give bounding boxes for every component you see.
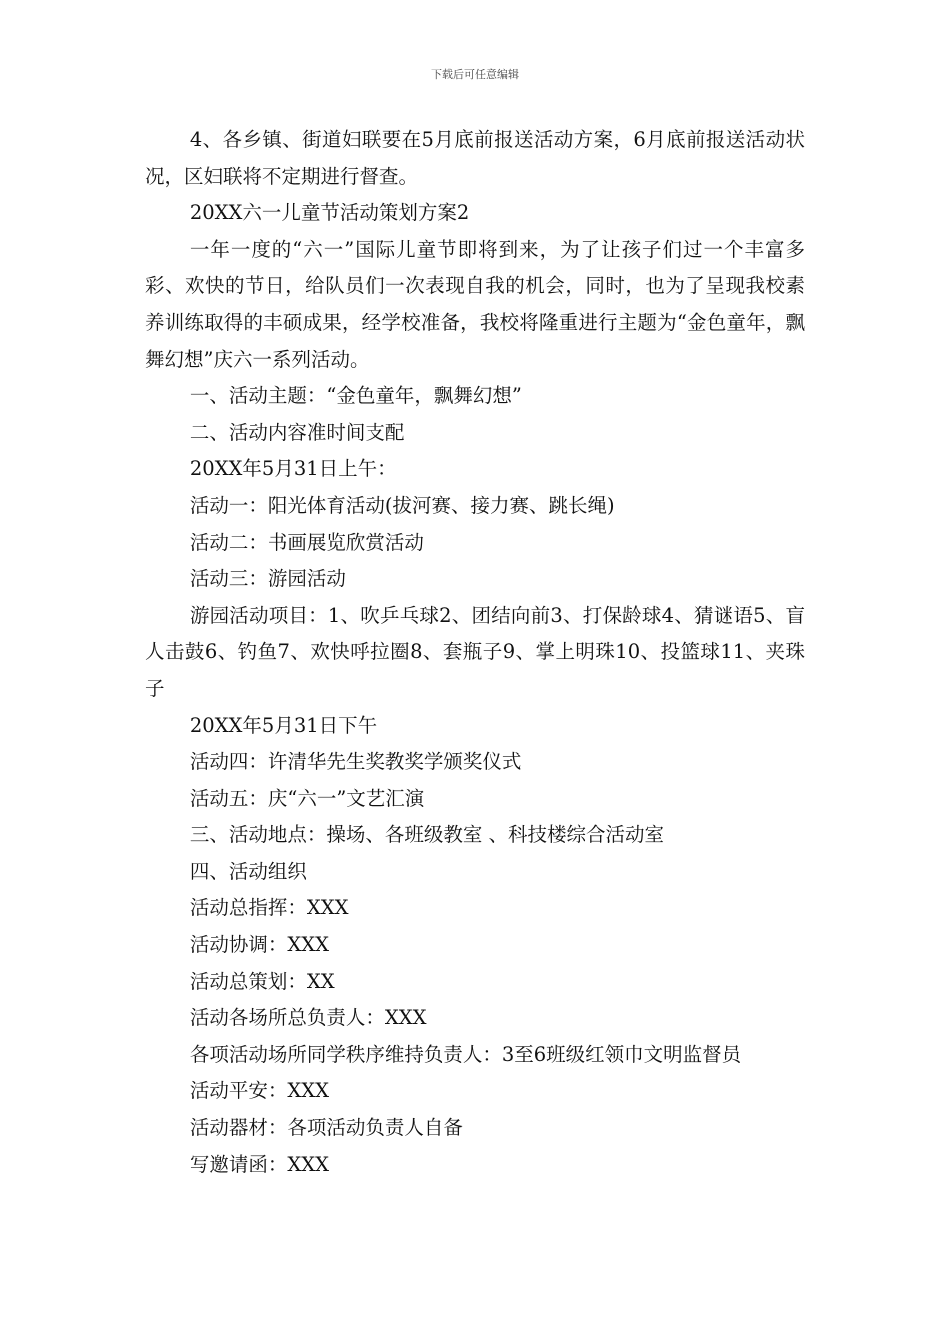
paragraph: 活动一：阳光体育活动(拔河赛、接力赛、跳长绳) (189, 493, 615, 517)
paragraph: 活动二：书画展览欣赏活动 (189, 530, 424, 554)
page-header: 下载后可任意编辑 (431, 68, 519, 81)
paragraph: 一、活动主题：“金色童年，飘舞幻想” (189, 384, 522, 408)
paragraph: 活动总指挥：XXX (189, 896, 349, 920)
paragraph: 各项活动场所同学秩序维持负责人：3至6班级红领巾文明监督员 (189, 1042, 742, 1066)
paragraph: 活动四：许清华先生奖教奖学颁奖仪式 (189, 750, 522, 774)
paragraph: 活动三：游园活动 (189, 567, 346, 591)
section-title: 20XX六一儿童节活动策划方案2 (189, 201, 470, 225)
document-body (145, 122, 805, 1183)
paragraph: 活动五：庆“六一”文艺汇演 (189, 786, 425, 810)
paragraph: 20XX年5月31日上午： (189, 457, 397, 481)
paragraph: 活动器材：各项活动负责人自备 (189, 1116, 463, 1140)
paragraph: 活动各场所总负责人：XXX (189, 1006, 427, 1030)
paragraph: 一年一度的“六一”国际儿童节即将到来，为了让孩子们过一个丰富多彩、欢快的节日，给队员们一次表现自我的机会，同时，也为了呈现我校素养训练取得的丰硕成果，经学校准备，我校将隆重进行主题为“金色童年，飘舞幻想”庆六一系列活动。 (145, 237, 805, 371)
paragraph: 活动平安：XXX (189, 1079, 329, 1103)
paragraph: 四、活动组织 (189, 859, 307, 883)
paragraph: 活动协调：XXX (189, 933, 329, 957)
paragraph: 游园活动项目：1、吹乒乓球2、团结向前3、打保龄球4、猜谜语5、盲人击鼓6、钓鱼7、欢快呼拉圈8、套瓶子9、掌上明珠10、投篮球11、夹珠子 (145, 603, 805, 700)
paragraph: 二、活动内容准时间支配 (189, 420, 405, 444)
paragraph: 4、各乡镇、街道妇联要在5月底前报送活动方案，6月底前报送活动状况，区妇联将不定期进行督查。 (145, 128, 805, 188)
paragraph: 活动总策划：XX (189, 969, 335, 993)
paragraph: 写邀请函：XXX (189, 1152, 329, 1176)
paragraph: 三、活动地点：操场、各班级教室 、科技楼综合活动室 (189, 823, 665, 847)
paragraph: 20XX年5月31日下午 (189, 713, 378, 737)
